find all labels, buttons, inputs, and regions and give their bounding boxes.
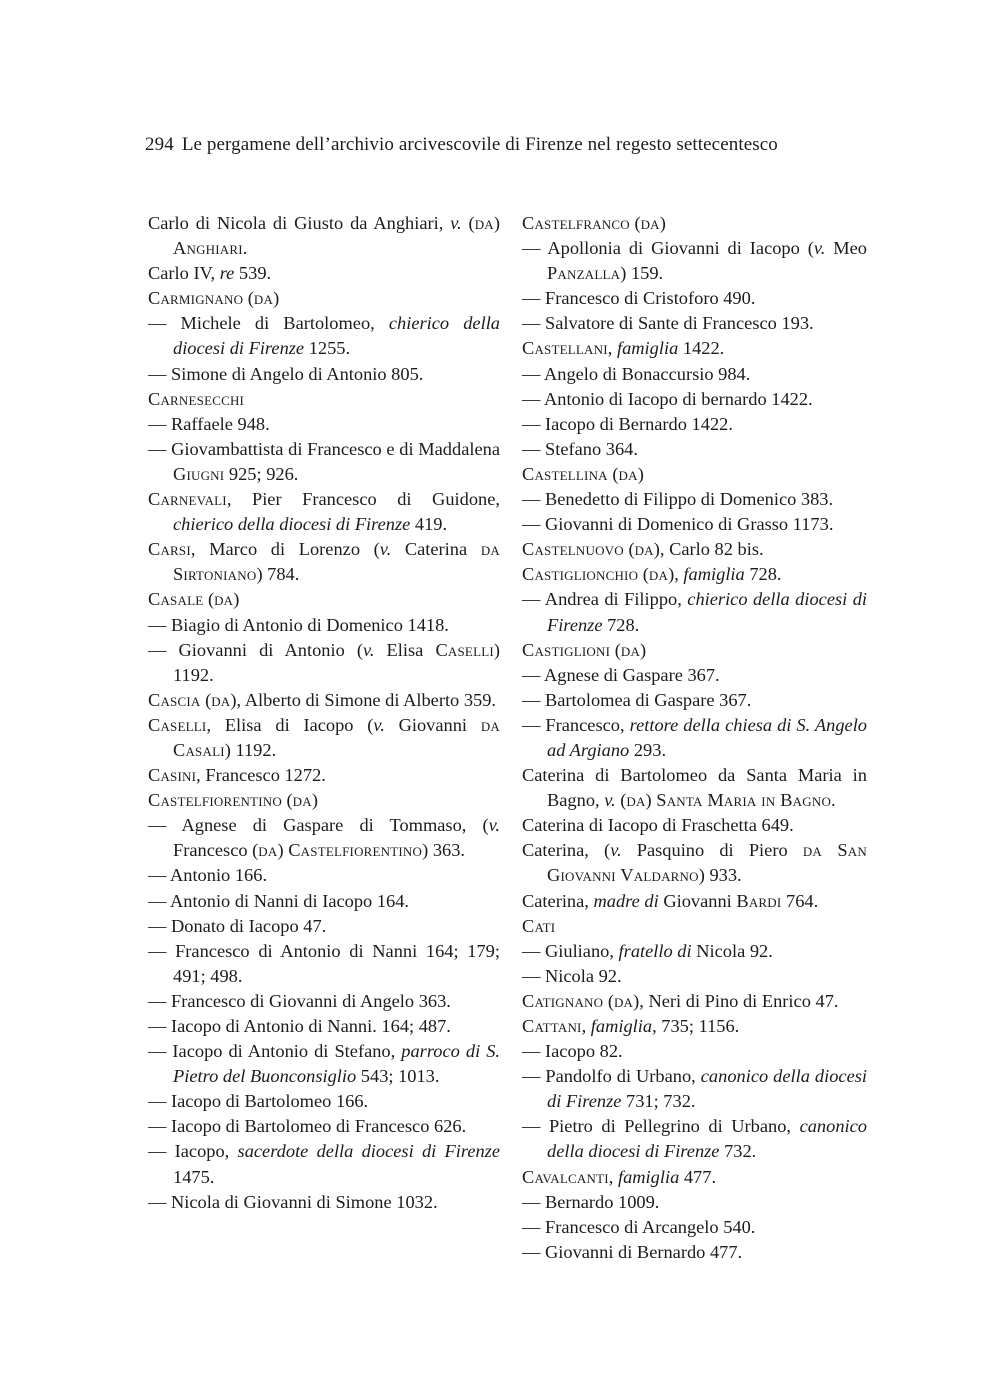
small-caps-name: Caselli	[148, 714, 207, 735]
entry-text: — Agnese di Gaspare 367.	[522, 664, 720, 685]
entry-text: — Apollonia di Giovanni di Iacopo (	[522, 238, 814, 259]
small-caps-name: da	[640, 213, 660, 233]
small-caps-name: Castelnuovo	[522, 539, 624, 560]
index-entry	[148, 788, 500, 813]
small-caps-name: da	[618, 463, 638, 484]
small-caps-name: Carnevali	[148, 489, 227, 510]
entry-text: — Iacopo di Antonio di Nanni. 164; 487.	[148, 1016, 451, 1036]
index-entry	[522, 562, 867, 587]
entry-text: (	[243, 288, 254, 309]
entry-text: — Iacopo di Bartolomeo 166.	[148, 1091, 369, 1112]
italic-text: re	[219, 263, 235, 284]
entry-text: — Raffaele 948.	[148, 413, 270, 434]
small-caps-name: Carsi	[148, 539, 191, 560]
entry-text: Giovanni	[384, 714, 481, 735]
entry-text: — Donato di Iacopo 47.	[148, 915, 327, 936]
entry-text: — Nicola 92.	[522, 965, 622, 986]
small-caps-name: da San Giovanni Valdarno	[547, 840, 867, 886]
small-caps-name: Bardi	[736, 890, 782, 911]
entry-text: , Elisa di Iacopo (	[206, 714, 374, 735]
small-caps-name: Cattani	[522, 1016, 582, 1036]
index-entry	[522, 1190, 867, 1215]
small-caps-name: Cavalcanti	[522, 1166, 609, 1187]
entry-text: — Giovanni di Bernardo 477.	[522, 1241, 743, 1262]
entry-text: 731; 732.	[621, 1091, 696, 1112]
index-entry	[148, 914, 500, 939]
entry-text: — Iacopo,	[148, 1141, 238, 1162]
index-entry	[148, 1089, 500, 1114]
entry-text: )	[493, 213, 500, 233]
small-caps-name: da	[258, 840, 278, 861]
entry-text: (	[638, 564, 649, 585]
entry-text: ) 159.	[620, 263, 664, 284]
index-entry	[522, 336, 867, 361]
entry-text: — Antonio 166.	[148, 865, 268, 886]
entry-text: ), Carlo 82 bis.	[653, 539, 764, 560]
small-caps-name: Carmignano	[148, 288, 244, 309]
index-entry	[522, 286, 867, 311]
entry-text: Caterina di Bartolomeo da Santa Maria in Bagno,	[522, 765, 867, 811]
small-caps-name: da	[613, 990, 634, 1011]
italic-text: famiglia	[616, 338, 679, 359]
index-column-right	[522, 211, 867, 1265]
entry-text: — Giuliano,	[522, 940, 619, 961]
small-caps-name: Castiglioni	[522, 639, 611, 660]
index-entry	[522, 763, 867, 813]
entry-text: 1422.	[678, 338, 725, 359]
index-entry	[522, 1114, 867, 1164]
italic-text: rettore della chiesa di S. Angelo ad Argiano	[547, 714, 868, 760]
small-caps-name: Castellani	[522, 338, 608, 359]
italic-text: canonico della diocesi di Firenze	[547, 1066, 867, 1112]
entry-text: , Pier Francesco di Guidone,	[226, 489, 500, 510]
italic-text: v.	[379, 539, 392, 560]
index-entry	[148, 362, 500, 387]
entry-text: Giovanni	[658, 890, 737, 911]
small-caps-name: da	[474, 213, 494, 233]
entry-text: Caterina	[391, 539, 481, 560]
index-entry	[148, 1114, 500, 1139]
book-title: Le pergamene dell’archivio arcivescovile di Firenze nel regesto settecentesco	[181, 134, 778, 155]
index-entry	[522, 1039, 867, 1064]
italic-text: canonico della diocesi di Firenze	[547, 1116, 867, 1162]
entry-text: (	[281, 790, 293, 811]
entry-text: ) 933.	[698, 865, 742, 886]
small-caps-name: Panzalla	[547, 263, 621, 284]
entry-text: (	[610, 639, 621, 660]
index-entry	[522, 1240, 867, 1265]
entry-text: — Antonio di Iacopo di bernardo 1422.	[522, 388, 813, 409]
entry-text: 728.	[744, 564, 782, 585]
entry-text: — Iacopo 82.	[522, 1041, 623, 1062]
entry-text: — Francesco di Giovanni di Angelo 363.	[148, 990, 451, 1011]
entry-text: Carlo IV,	[148, 263, 220, 284]
small-caps-name: Casini	[148, 765, 197, 786]
index-column-left	[148, 211, 500, 1215]
entry-text: — Benedetto di Filippo di Domenico 383.	[522, 489, 834, 510]
entry-text: — Nicola di Giovanni di Simone 1032.	[148, 1191, 438, 1212]
index-entry	[522, 437, 867, 462]
italic-text: v.	[450, 213, 462, 233]
italic-text: parroco di S. Pietro del Buonconsiglio	[173, 1041, 500, 1087]
index-entry	[522, 688, 867, 713]
entry-text: ) 1192.	[224, 739, 277, 760]
entry-text: )	[645, 790, 657, 811]
index-entry	[522, 512, 867, 537]
entry-text: ) 363.	[422, 840, 466, 861]
entry-text: 1475.	[173, 1166, 215, 1187]
index-entry	[148, 211, 500, 261]
entry-text: ,	[608, 1166, 618, 1187]
index-entry	[522, 1014, 867, 1039]
small-caps-name: da	[211, 689, 231, 710]
small-caps-name: Caselli	[435, 639, 494, 660]
entry-text: — Iacopo di Bartolomeo di Francesco 626.	[148, 1116, 467, 1137]
small-caps-name: da	[292, 790, 312, 811]
index-entry	[148, 713, 500, 763]
index-entry	[148, 1139, 500, 1189]
index-entry	[522, 663, 867, 688]
entry-text: Elisa	[374, 639, 436, 660]
index-entry	[522, 964, 867, 989]
entry-text: Caterina, (	[522, 840, 611, 861]
entry-text: — Agnese di Gaspare di Tommaso, (	[148, 815, 489, 836]
index-entry	[522, 638, 867, 663]
entry-text: — Michele di Bartolomeo,	[148, 313, 389, 334]
italic-text: famiglia	[683, 564, 745, 585]
index-entry	[148, 763, 500, 788]
entry-text: — Iacopo di Bernardo 1422.	[522, 413, 733, 434]
entry-text: — Iacopo di Antonio di Stefano,	[148, 1041, 402, 1062]
entry-text: — Francesco di Cristoforo 490.	[522, 288, 756, 309]
entry-text: (	[203, 589, 215, 610]
index-entry	[522, 838, 867, 888]
entry-text: — Biagio di Antonio di Domenico 1418.	[148, 614, 449, 635]
entry-text: )	[273, 288, 280, 309]
index-entry	[522, 914, 867, 939]
entry-text: )	[659, 213, 666, 233]
italic-text: v.	[813, 238, 826, 259]
italic-text: v.	[610, 840, 622, 861]
small-caps-name: Casale	[148, 589, 204, 610]
index-entry	[522, 713, 867, 763]
index-entry	[148, 939, 500, 989]
italic-text: v.	[363, 639, 375, 660]
entry-text: 735; 1156.	[656, 1016, 740, 1036]
entry-text: ), Alberto di Simone di Alberto 359.	[230, 689, 497, 710]
small-caps-name: da	[634, 539, 654, 560]
small-caps-name: Catignano	[522, 990, 604, 1011]
small-caps-name: da	[620, 639, 641, 660]
small-caps-name: Cati	[522, 915, 556, 936]
index-entry	[148, 537, 500, 587]
index-entry	[522, 939, 867, 964]
index-entry	[148, 863, 500, 888]
entry-text: ) 1192.	[173, 639, 500, 685]
entry-text: — Francesco di Antonio di Nanni 164; 179; 491; 498.	[148, 940, 500, 986]
entry-text: Nicola 92.	[691, 940, 773, 961]
italic-text: famiglia,	[590, 1016, 657, 1036]
entry-text: — Giovanni di Domenico di Grasso 1173.	[522, 514, 834, 535]
entry-text: — Salvatore di Sante di Francesco 193.	[522, 313, 814, 334]
index-entry	[148, 638, 500, 688]
index-entry	[522, 1165, 867, 1190]
index-entry	[148, 989, 500, 1014]
index-entry	[148, 1039, 500, 1089]
entry-text: — Angelo di Bonaccursio 984.	[522, 363, 751, 384]
index-entry	[522, 587, 867, 637]
entry-text: — Simone di Angelo di Antonio 805.	[148, 363, 424, 384]
small-caps-name: da	[626, 790, 646, 811]
entry-text: )	[637, 463, 644, 484]
index-entry	[522, 236, 867, 286]
small-caps-name: da	[648, 564, 669, 585]
small-caps-name: Castelfranco	[522, 213, 630, 233]
entry-text: (	[607, 463, 619, 484]
entry-text: — Pietro di Pellegrino di Urbano,	[522, 1116, 800, 1137]
entry-text: (	[603, 990, 614, 1011]
italic-text: chierico della diocesi di Firenze	[173, 313, 501, 359]
italic-text: fratello di	[618, 940, 692, 961]
entry-text: )	[640, 639, 647, 660]
index-entry	[148, 889, 500, 914]
index-entry	[522, 813, 867, 838]
entry-text: 764.	[781, 890, 819, 911]
entry-text: Pasquino di Piero	[621, 840, 803, 861]
entry-text: (	[615, 790, 627, 811]
index-entry	[148, 613, 500, 638]
index-entry	[148, 311, 500, 361]
small-caps-name: da	[253, 288, 274, 309]
index-entry	[522, 362, 867, 387]
italic-text: sacerdote della diocesi di Firenze	[237, 1141, 500, 1162]
entry-text: ), Neri di Pino di Enrico 47.	[633, 990, 839, 1011]
index-entry	[522, 537, 867, 562]
small-caps-name: Cascia	[148, 689, 201, 710]
index-entry	[522, 989, 867, 1014]
page-number: 294	[145, 134, 174, 155]
index-entry	[522, 462, 867, 487]
italic-text: famiglia	[617, 1166, 680, 1187]
entry-text: 925; 926.	[224, 463, 299, 484]
index-entry	[522, 1215, 867, 1240]
entry-text: — Giovanni di Antonio (	[148, 639, 364, 660]
entry-text: 539.	[234, 263, 272, 284]
entry-text: , Francesco 1272.	[196, 765, 326, 786]
index-entry	[148, 261, 500, 286]
small-caps-name: da Sirtoniano	[173, 539, 500, 585]
index-entry	[148, 587, 500, 612]
small-caps-name: Castellina	[522, 463, 608, 484]
entry-text: 732.	[719, 1141, 757, 1162]
index-entry	[148, 813, 500, 863]
entry-text: ,	[607, 338, 617, 359]
small-caps-name: Giugni	[173, 463, 225, 484]
entry-text: — Bernardo 1009.	[522, 1191, 660, 1212]
entry-text: — Giovambattista di Francesco e di Maddalena	[148, 438, 500, 459]
entry-text: ,	[581, 1016, 591, 1036]
index-entry	[148, 387, 500, 412]
entry-text: Meo	[825, 238, 867, 259]
index-entry	[148, 437, 500, 487]
italic-text: chierico della diocesi di Firenze	[173, 514, 411, 535]
entry-text: 543; 1013.	[356, 1066, 440, 1087]
index-entry	[522, 487, 867, 512]
running-header	[145, 134, 778, 156]
index-entry	[522, 1064, 867, 1114]
entry-text: 728.	[602, 614, 640, 635]
index-entry	[522, 889, 867, 914]
entry-text: — Francesco,	[522, 714, 630, 735]
italic-text: v.	[488, 815, 500, 836]
entry-text: )	[311, 790, 318, 811]
entry-text: (	[623, 539, 635, 560]
entry-text: ) 784.	[256, 564, 300, 585]
small-caps-name: Castelfiorentino	[288, 840, 423, 861]
entry-text: Carlo di Nicola di Giusto da Anghiari,	[148, 213, 451, 233]
entry-text: 419.	[410, 514, 448, 535]
entry-text: (	[200, 689, 212, 710]
entry-text: 293.	[629, 739, 667, 760]
index-entry	[148, 286, 500, 311]
index-entry	[148, 487, 500, 537]
entry-text: )	[233, 589, 240, 610]
entry-text: ),	[668, 564, 684, 585]
small-caps-name: da Casali	[173, 714, 501, 760]
entry-text: 477.	[679, 1166, 717, 1187]
italic-text: chierico della diocesi di Firenze	[547, 589, 868, 635]
entry-text: .	[831, 790, 836, 811]
entry-text: .	[242, 238, 248, 259]
entry-text: — Pandolfo di Urbano,	[522, 1066, 701, 1087]
index-entry	[148, 1190, 500, 1215]
index-entry	[522, 311, 867, 336]
entry-text: , Marco di Lorenzo (	[190, 539, 380, 560]
index-entry	[522, 211, 867, 236]
small-caps-name: Castiglionchio	[522, 564, 639, 585]
entry-text: — Francesco di Arcangelo 540.	[522, 1216, 756, 1237]
entry-text: Caterina,	[522, 890, 594, 911]
small-caps-name: Anghiari	[173, 238, 243, 259]
entry-text: — Stefano 364.	[522, 438, 638, 459]
index-entry	[148, 688, 500, 713]
entry-text: (	[461, 213, 475, 233]
index-entry	[522, 387, 867, 412]
entry-text: Francesco (	[173, 840, 259, 861]
entry-text: 1255.	[304, 338, 351, 359]
entry-text: )	[277, 840, 289, 861]
index-entry	[148, 412, 500, 437]
small-caps-name: Carnesecchi	[148, 388, 245, 409]
index-entry	[522, 412, 867, 437]
entry-text: (	[629, 213, 641, 233]
entry-text: — Bartolomea di Gaspare 367.	[522, 689, 752, 710]
small-caps-name: Castelfiorentino	[148, 790, 282, 811]
entry-text: Caterina di Iacopo di Fraschetta 649.	[522, 815, 794, 836]
index-entry	[148, 1014, 500, 1039]
italic-text: v.	[373, 714, 385, 735]
small-caps-name: da	[214, 589, 234, 610]
entry-text: — Antonio di Nanni di Iacopo 164.	[148, 890, 410, 911]
small-caps-name: Santa Maria in Bagno	[656, 790, 832, 811]
entry-text: — Andrea di Filippo,	[522, 589, 688, 610]
italic-text: v.	[604, 790, 616, 811]
italic-text: madre di	[593, 890, 659, 911]
